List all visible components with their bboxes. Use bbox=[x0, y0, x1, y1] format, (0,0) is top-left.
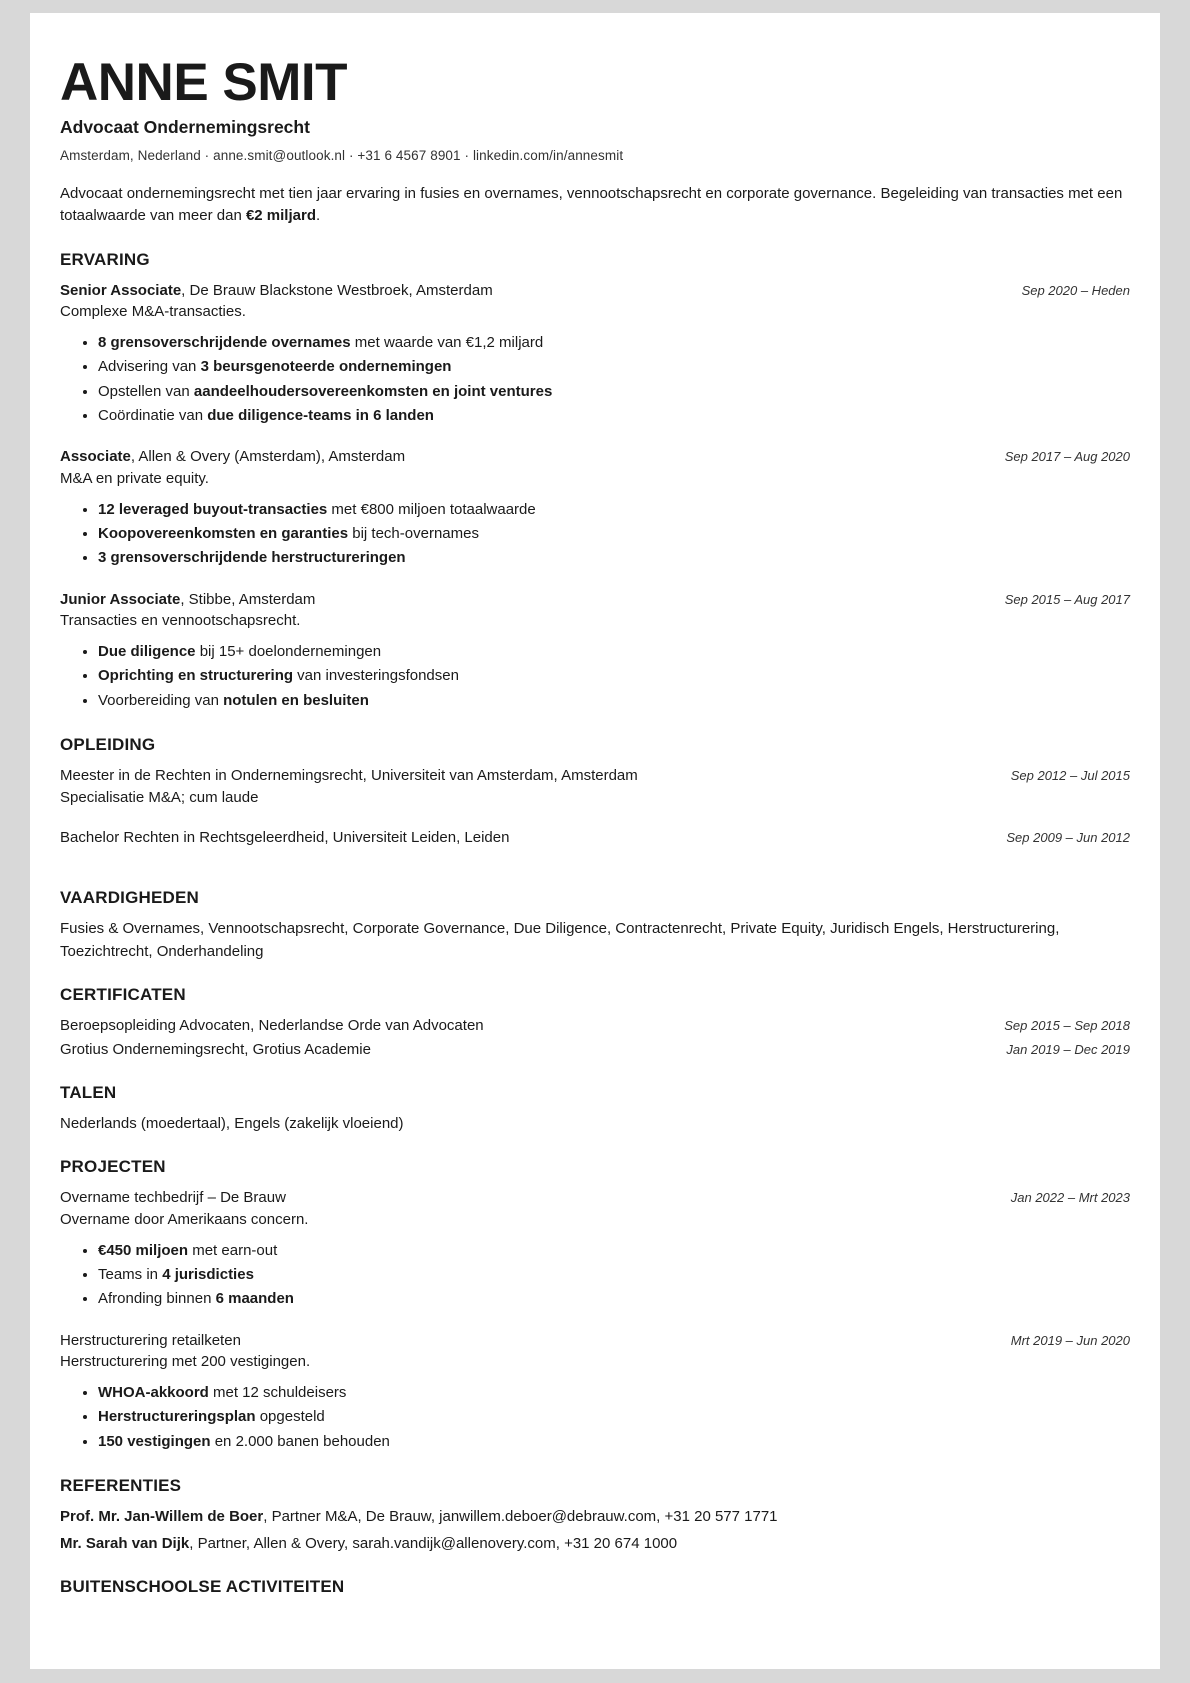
section-heading-projects: PROJECTEN bbox=[60, 1157, 166, 1177]
bullet-item bbox=[98, 380, 1130, 404]
bullet-item bbox=[98, 498, 1130, 522]
entry-header-row bbox=[60, 589, 1130, 611]
entry-date: Sep 2017 – Aug 2020 bbox=[1004, 449, 1130, 465]
entry-date: Sep 2020 – Heden bbox=[1021, 282, 1130, 298]
certificate-entry bbox=[60, 1039, 1130, 1061]
section-heading-experience: ERVARING bbox=[60, 249, 150, 269]
entry-header-row bbox=[60, 446, 1130, 468]
experience-entry bbox=[60, 280, 1130, 324]
bullet-highlight: Koopovereenkomsten en garanties bbox=[98, 525, 349, 543]
page-margin-right bbox=[1160, 0, 1190, 1683]
bullet-highlight: 3 beursgenoteerde ondernemingen bbox=[200, 358, 452, 376]
candidate-name: ANNE SMIT bbox=[60, 53, 347, 112]
entry-header-row bbox=[60, 280, 1130, 302]
reference-name: Mr. Sarah van Dijk bbox=[60, 1534, 190, 1552]
entry-date: Mrt 2019 – Jun 2020 bbox=[1010, 1332, 1130, 1348]
summary-highlight: €2 miljard bbox=[245, 207, 316, 225]
bullet-rest: en 2.000 banen behouden bbox=[210, 1432, 390, 1450]
reference-details: , Partner, Allen & Overy, sarah.vandijk@allenovery.com, +31 20 674 1000 bbox=[189, 1534, 678, 1552]
entry-title bbox=[60, 446, 405, 468]
certificates-list bbox=[60, 1015, 1130, 1061]
reference-entry bbox=[60, 1533, 1130, 1556]
bullet-item bbox=[98, 331, 1130, 355]
page-margin-bottom bbox=[0, 1669, 1190, 1683]
projects-list bbox=[60, 1187, 1130, 1454]
resume-sheet bbox=[30, 13, 1160, 1669]
bullet-item bbox=[98, 522, 1130, 546]
summary-text-part1: Advocaat ondernemingsrecht met tien jaar ervaring in fusies en overnames, vennootschapsrecht en corporate governance. Begeleiding van transacties met een totaalwaarde van meer dan bbox=[60, 185, 1123, 225]
bullet-highlight: 12 leveraged buyout-transacties bbox=[98, 500, 328, 518]
project-entry bbox=[60, 1330, 1130, 1374]
section-heading-references: REFERENTIES bbox=[60, 1476, 182, 1496]
education-entry bbox=[60, 765, 1130, 809]
entry-subtitle: Complexe M&A-transacties. bbox=[60, 303, 246, 321]
bullet-highlight: Herstructureringsplan bbox=[98, 1408, 256, 1426]
bullet-lead: Teams in bbox=[98, 1266, 163, 1284]
bullet-item bbox=[98, 1239, 1130, 1263]
bullet-rest: van investeringsfondsen bbox=[293, 667, 459, 685]
certificate-date: Sep 2015 – Sep 2018 bbox=[1004, 1018, 1130, 1034]
entry-role: Associate bbox=[60, 448, 131, 466]
bullet-item bbox=[98, 689, 1130, 713]
bullet-rest: met earn-out bbox=[188, 1241, 278, 1259]
bullet-lead: Advisering van bbox=[98, 358, 201, 376]
experience-bullet-list bbox=[60, 640, 1130, 713]
bullet-rest: bij tech-overnames bbox=[348, 525, 479, 543]
certificate-entry bbox=[60, 1015, 1130, 1037]
bullet-rest: met waarde van €1,2 miljard bbox=[350, 334, 544, 352]
project-bullet-list bbox=[60, 1239, 1130, 1312]
entry-date: Jan 2022 – Mrt 2023 bbox=[1010, 1190, 1130, 1206]
entry-organisation: Herstructurering retailketen bbox=[60, 1331, 241, 1349]
entry-spacer bbox=[60, 813, 1130, 827]
entry-spacer bbox=[60, 852, 1130, 866]
bullet-lead: Afronding binnen bbox=[98, 1290, 216, 1308]
education-list bbox=[60, 765, 1130, 866]
bullet-highlight: notulen en besluiten bbox=[223, 691, 369, 709]
certificate-title: Grotius Ondernemingsrecht, Grotius Academie bbox=[60, 1041, 371, 1059]
entry-role: Senior Associate bbox=[60, 281, 182, 299]
entry-date: Sep 2015 – Aug 2017 bbox=[1004, 591, 1130, 607]
entry-header-row bbox=[60, 1330, 1130, 1352]
experience-entry bbox=[60, 446, 1130, 490]
bullet-highlight: Due diligence bbox=[98, 643, 196, 661]
entry-subtitle: Herstructurering met 200 vestigingen. bbox=[60, 1353, 311, 1371]
bullet-highlight: 6 maanden bbox=[215, 1290, 294, 1308]
bullet-rest: opgesteld bbox=[255, 1408, 325, 1426]
entry-title bbox=[60, 765, 638, 787]
project-bullet-list bbox=[60, 1381, 1130, 1454]
entry-organisation: Meester in de Rechten in Ondernemingsrecht, Universiteit van Amsterdam, Amsterdam bbox=[60, 767, 638, 785]
candidate-headline: Advocaat Ondernemingsrecht bbox=[60, 117, 310, 138]
summary-text-part2: . bbox=[316, 207, 321, 225]
page-margin-top bbox=[0, 0, 1190, 13]
bullet-item bbox=[98, 404, 1130, 428]
page-margin-left bbox=[0, 0, 30, 1683]
entry-role: Junior Associate bbox=[60, 590, 181, 608]
bullet-highlight: WHOA-akkoord bbox=[98, 1384, 209, 1402]
bullet-item bbox=[98, 640, 1130, 664]
entry-header-row bbox=[60, 827, 1130, 849]
entry-organisation: , Stibbe, Amsterdam bbox=[180, 590, 316, 608]
entry-date: Sep 2009 – Jun 2012 bbox=[1006, 829, 1130, 845]
entry-title bbox=[60, 589, 315, 611]
bullet-lead: Opstellen van bbox=[98, 382, 194, 400]
section-heading-education: OPLEIDING bbox=[60, 735, 156, 755]
section-heading-certificates: CERTIFICATEN bbox=[60, 985, 186, 1005]
bullet-highlight: Oprichting en structurering bbox=[98, 667, 294, 685]
bullet-item bbox=[98, 1405, 1130, 1429]
entry-date: Sep 2012 – Jul 2015 bbox=[1010, 768, 1130, 784]
bullet-lead: Voorbereiding van bbox=[98, 691, 224, 709]
bullet-item bbox=[98, 355, 1130, 379]
bullet-highlight: 150 vestigingen bbox=[98, 1432, 211, 1450]
experience-bullet-list bbox=[60, 331, 1130, 428]
bullet-item bbox=[98, 1381, 1130, 1405]
entry-organisation: Overname techbedrijf – De Brauw bbox=[60, 1189, 286, 1207]
entry-subtitle: M&A en private equity. bbox=[60, 469, 209, 487]
experience-entry bbox=[60, 589, 1130, 633]
experience-bullet-list bbox=[60, 498, 1130, 571]
entry-organisation: , Allen & Overy (Amsterdam), Amsterdam bbox=[130, 448, 406, 466]
bullet-item bbox=[98, 1430, 1130, 1454]
professional-summary bbox=[60, 183, 1130, 227]
languages-text: Nederlands (moedertaal), Engels (zakelijk vloeiend) bbox=[60, 1114, 404, 1132]
bullet-item bbox=[98, 664, 1130, 688]
contact-line: Amsterdam, Nederland · anne.smit@outlook.nl · +31 6 4567 8901 · linkedin.com/in/annesmit bbox=[60, 148, 624, 164]
project-entry bbox=[60, 1187, 1130, 1231]
entry-subtitle: Specialisatie M&A; cum laude bbox=[60, 788, 259, 806]
reference-details: , Partner M&A, De Brauw, janwillem.deboer@debrauw.com, +31 20 577 1771 bbox=[263, 1508, 778, 1526]
bullet-rest: met 12 schuldeisers bbox=[208, 1384, 347, 1402]
skills-text: Fusies & Overnames, Vennootschapsrecht, Corporate Governance, Due Diligence, Contractenrecht, Private Equity, Juridisch Engels, Herstructurering, Toezichtrecht, Onderhandeling bbox=[60, 920, 1060, 960]
certificate-date: Jan 2019 – Dec 2019 bbox=[1006, 1042, 1130, 1058]
entry-organisation: , De Brauw Blackstone Westbroek, Amsterdam bbox=[181, 281, 493, 299]
entry-subtitle: Overname door Amerikaans concern. bbox=[60, 1211, 309, 1229]
bullet-item bbox=[98, 1263, 1130, 1287]
entry-title bbox=[60, 1187, 286, 1209]
bullet-highlight: 3 grensoverschrijdende herstructureringen bbox=[98, 549, 406, 567]
section-heading-languages: TALEN bbox=[60, 1082, 117, 1102]
bullet-highlight: €450 miljoen bbox=[98, 1241, 189, 1259]
entry-organisation: Bachelor Rechten in Rechtsgeleerdheid, Universiteit Leiden, Leiden bbox=[60, 828, 510, 846]
references-list bbox=[60, 1506, 1130, 1555]
bullet-rest: met €800 miljoen totaalwaarde bbox=[327, 500, 536, 518]
experience-list bbox=[60, 280, 1130, 713]
entry-title bbox=[60, 827, 509, 849]
entry-header-row bbox=[60, 765, 1130, 787]
entry-header-row bbox=[60, 1187, 1130, 1209]
entry-title bbox=[60, 280, 493, 302]
bullet-lead: Coördinatie van bbox=[98, 406, 208, 424]
bullet-highlight: aandeelhoudersovereenkomsten en joint ventures bbox=[193, 382, 553, 400]
bullet-item bbox=[98, 546, 1130, 570]
section-heading-extracurricular: BUITENSCHOOLSE ACTIVITEITEN bbox=[60, 1577, 345, 1597]
bullet-highlight: due diligence-teams in 6 landen bbox=[207, 406, 434, 424]
section-heading-skills: VAARDIGHEDEN bbox=[60, 888, 200, 908]
bullet-item bbox=[98, 1287, 1130, 1311]
entry-title bbox=[60, 1330, 241, 1352]
bullet-highlight: 8 grensoverschrijdende overnames bbox=[98, 334, 351, 352]
education-entry bbox=[60, 827, 1130, 849]
bullet-rest: bij 15+ doelondernemingen bbox=[195, 643, 382, 661]
bullet-highlight: 4 jurisdicties bbox=[162, 1266, 254, 1284]
reference-entry bbox=[60, 1506, 1130, 1529]
certificate-title: Beroepsopleiding Advocaten, Nederlandse Orde van Advocaten bbox=[60, 1017, 484, 1035]
entry-subtitle: Transacties en vennootschapsrecht. bbox=[60, 612, 301, 630]
reference-name: Prof. Mr. Jan-Willem de Boer bbox=[60, 1508, 264, 1526]
